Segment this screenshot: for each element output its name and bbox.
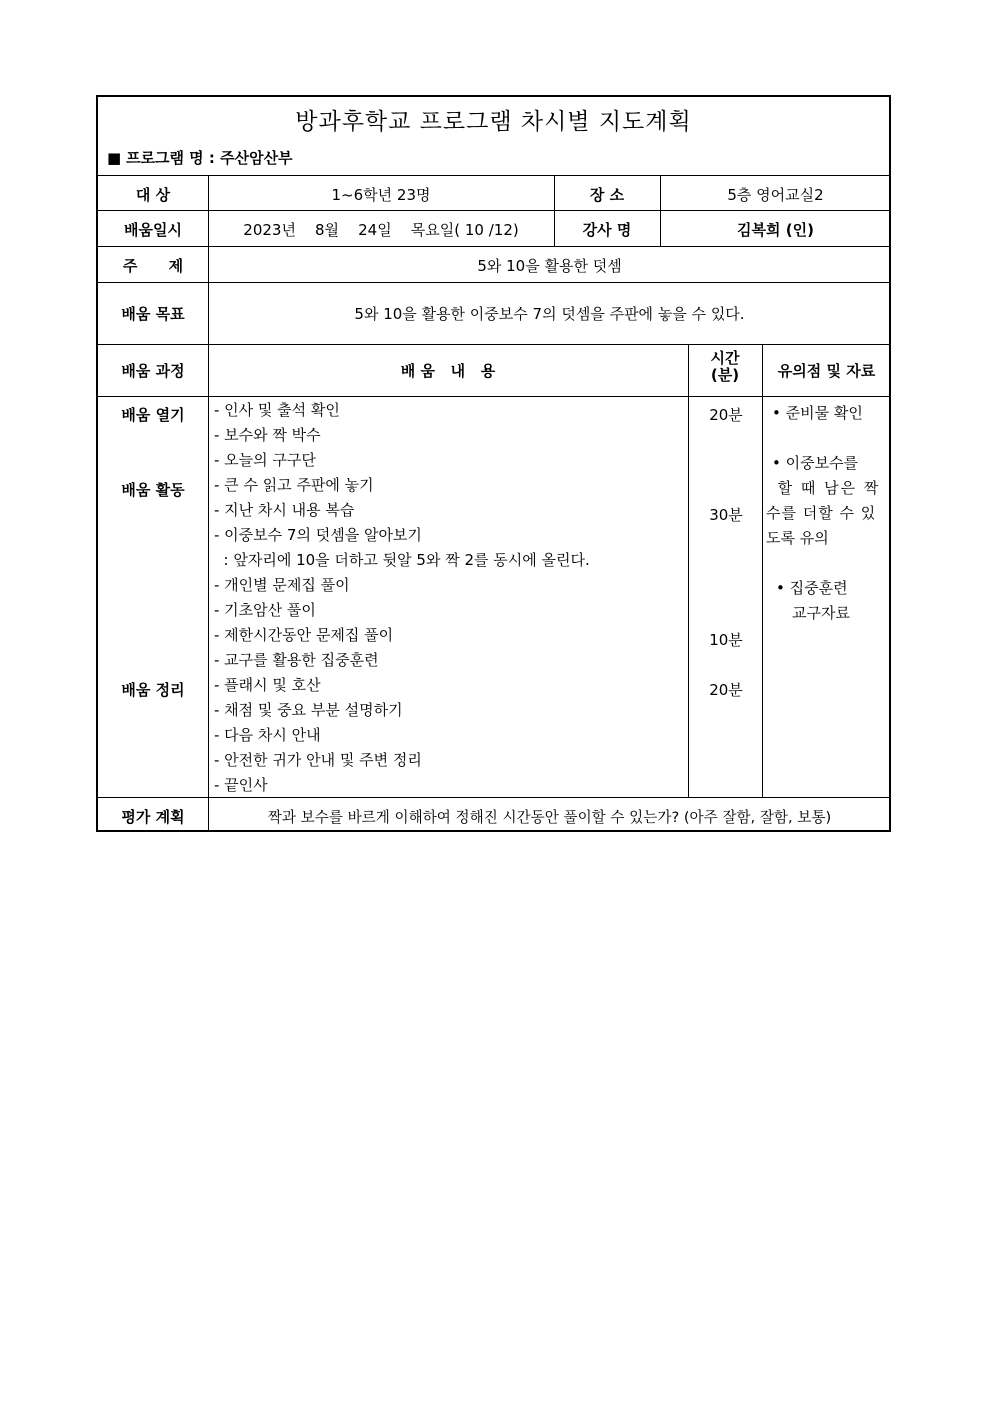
time-drill: 10분 — [709, 631, 743, 649]
program-name: 주산암산부 — [220, 149, 293, 167]
teacher-label: 강사 명 — [582, 221, 632, 239]
list-item: - 보수와 짝 박수 — [214, 426, 321, 444]
grid-line — [98, 344, 891, 345]
note-focus-training-2: 교구자료 — [792, 604, 850, 622]
notes-column — [766, 401, 892, 626]
evaluation-value: 짝과 보수를 바르게 이해하여 정해진 시간동안 풀이할 수 있는가? (아주 잘함, 잘함, 보통) — [267, 809, 832, 826]
note-double-complement-4: 도록 유의 — [766, 529, 829, 547]
time-open: 20분 — [709, 406, 743, 424]
process-header: 배움 과정 — [121, 362, 185, 380]
list-item: - 기초암산 풀이 — [214, 601, 316, 619]
list-item: - 제한시간동안 문제집 풀이 — [214, 626, 394, 644]
target-value: 1~6학년 23명 — [331, 186, 431, 204]
note-double-complement: • 이중보수를 — [772, 454, 859, 472]
time-header-line2: (분) — [710, 366, 740, 384]
grid-line — [98, 396, 891, 397]
content-header: 배 움 내 용 — [400, 362, 496, 380]
goal-value: 5와 10을 활용한 이중보수 7의 덧셈을 주판에 놓을 수 있다. — [354, 305, 745, 323]
time-header — [688, 350, 762, 384]
time-close: 20분 — [709, 681, 743, 699]
content-list — [214, 398, 590, 798]
list-item: - 안전한 귀가 안내 및 주변 정리 — [214, 751, 422, 769]
list-item: - 지난 차시 내용 복습 — [214, 501, 355, 519]
document-title: 방과후학교 프로그램 차시별 지도계획 — [295, 109, 692, 135]
stage-open: 배움 열기 — [121, 406, 185, 424]
note-focus-training: • 집중훈련 — [776, 579, 848, 597]
stage-activity: 배움 활동 — [121, 481, 185, 499]
teacher-value: 김복희 (인) — [737, 221, 814, 239]
list-item: - 개인별 문제집 풀이 — [214, 576, 350, 594]
list-item: - 큰 수 읽고 주판에 놓기 — [214, 476, 374, 494]
topic-value: 5와 10을 활용한 덧셈 — [477, 257, 622, 275]
list-item: : 앞자리에 10을 더하고 뒷알 5와 짝 2를 동시에 올린다. — [214, 551, 590, 569]
grid-line — [98, 246, 891, 247]
place-label: 장 소 — [589, 186, 625, 204]
date-label: 배움일시 — [124, 221, 182, 239]
time-activity: 30분 — [709, 506, 743, 524]
list-item: - 끝인사 — [214, 776, 268, 794]
square-bullet-icon: ■ — [107, 149, 122, 167]
stage-close: 배움 정리 — [121, 681, 185, 699]
list-item: - 교구를 활용한 집중훈련 — [214, 651, 379, 669]
note-double-complement-2: 할 때 남은 짝 — [777, 479, 881, 497]
evaluation-label: 평가 계획 — [121, 808, 185, 826]
list-item: - 플래시 및 호산 — [214, 676, 321, 694]
note-materials: • 준비물 확인 — [772, 404, 863, 422]
place-value: 5층 영어교실2 — [727, 186, 824, 204]
date-value: 2023년 8월 24일 목요일( 10 /12) — [243, 221, 519, 239]
notes-header: 유의점 및 자료 — [777, 362, 876, 380]
list-item: - 인사 및 출석 확인 — [214, 401, 340, 419]
grid-line — [98, 175, 891, 176]
note-double-complement-3: 수를 더할 수 있 — [766, 504, 877, 522]
program-name-line — [107, 147, 293, 168]
lesson-plan-table — [96, 95, 891, 832]
list-item: - 오늘의 구구단 — [214, 451, 316, 469]
target-label: 대 상 — [135, 186, 171, 204]
topic-label: 주 제 — [122, 257, 184, 275]
time-header-line1: 시간 — [710, 349, 740, 367]
program-name-label: 프로그램 명 : — [125, 149, 221, 167]
grid-line — [98, 210, 891, 211]
grid-line — [98, 282, 891, 283]
list-item: - 다음 차시 안내 — [214, 726, 321, 744]
list-item: - 채점 및 중요 부분 설명하기 — [214, 701, 403, 719]
list-item: - 이중보수 7의 덧셈을 알아보기 — [214, 526, 422, 544]
goal-label: 배움 목표 — [121, 305, 185, 323]
